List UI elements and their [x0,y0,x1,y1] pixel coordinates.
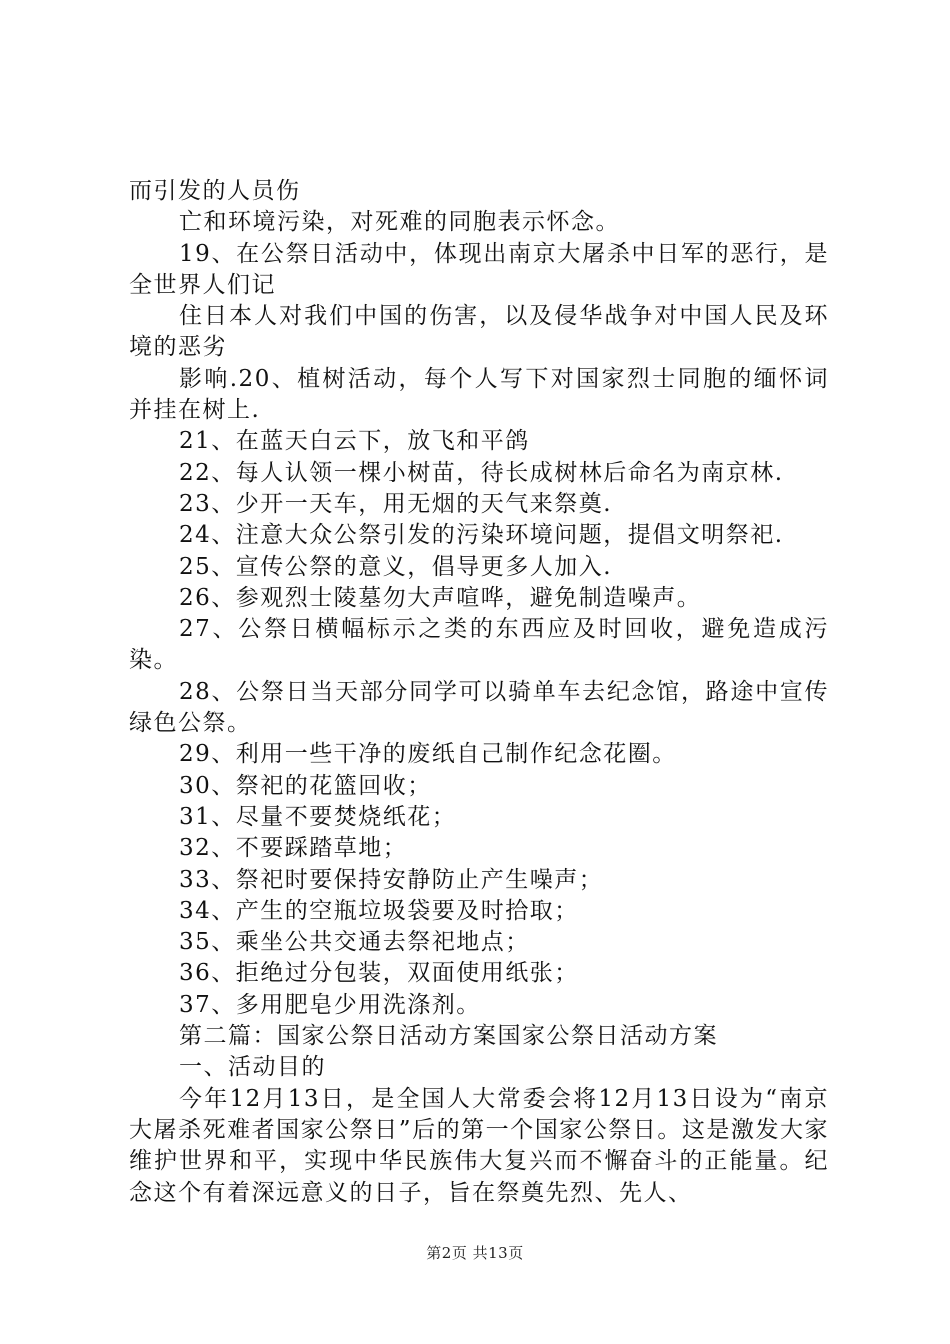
paragraph-6: 22、每人认领一棵小树苗，待长成树林后命名为南京林. [179,459,784,486]
section-heading: 第二篇：国家公祭日活动方案国家公祭日活动方案 [179,1023,718,1050]
paragraph-12: 28、公祭日当天部分同学可以骑单车去纪念馆，路途中宣传绿色公祭。 [129,678,829,737]
paragraph-14: 30、祭祀的花篮回收； [179,772,432,799]
paragraph-17: 33、祭祀时要保持安静防止产生噪声； [179,866,604,893]
subsection-heading: 一、活动目的 [179,1054,326,1081]
paragraph-15: 31、尽量不要焚烧纸花； [179,803,457,830]
paragraph-3: 住日本人对我们中国的伤害，以及侵华战争对中国人民及环境的恶劣 [129,303,829,361]
paragraph-9: 25、宣传公祭的意义，倡导更多人加入. [179,553,613,580]
paragraph-21: 37、多用肥皂少用洗涤剂。 [179,991,481,1018]
paragraph-10: 26、参观烈士陵墓勿大声喧哗，避免制造噪声。 [179,584,702,611]
paragraph-11: 27、公祭日横幅标示之类的东西应及时回收，避免造成污染。 [129,616,829,674]
paragraph-24: 今年12月13日，是全国人大常委会将12月13日设为“南京大屠杀死难者国家公祭日”后的第一个国家公祭日。这是激发大家维护世界和平，实现中华民族伟大复兴而不懈奋斗的正能量。纪念这个有着深远意义的日子，旨在祭奠先烈、先人、 [129,1085,829,1206]
paragraph-2: 19、在公祭日活动中，体现出南京大屠杀中日军的恶行，是全世界人们记 [129,240,829,298]
paragraph-0: 而引发的人员伤 [129,178,301,204]
page-footer: 第2页 共13页 [426,1244,524,1262]
paragraph-13: 29、利用一些干净的废纸自己制作纪念花圈。 [179,741,677,768]
paragraph-20: 36、拒绝过分包装，双面使用纸张； [179,960,579,987]
paragraph-4: 影响.20、植树活动，每个人写下对国家烈士同胞的缅怀词并挂在树上. [129,365,829,424]
paragraph-19: 35、乘坐公共交通去祭祀地点； [179,929,530,956]
document-body [129,176,829,1209]
paragraph-5: 21、在蓝天白云下，放飞和平鸽 [179,428,530,455]
paragraph-18: 34、产生的空瓶垃圾袋要及时拾取； [179,897,579,924]
paragraph-1: 亡和环境污染，对死难的同胞表示怀念。 [179,209,620,236]
paragraph-8: 24、注意大众公祭引发的污染环境问题，提倡文明祭祀. [179,522,784,549]
paragraph-16: 32、不要踩踏草地； [179,835,408,862]
paragraph-7: 23、少开一天车，用无烟的天气来祭奠. [179,490,613,517]
